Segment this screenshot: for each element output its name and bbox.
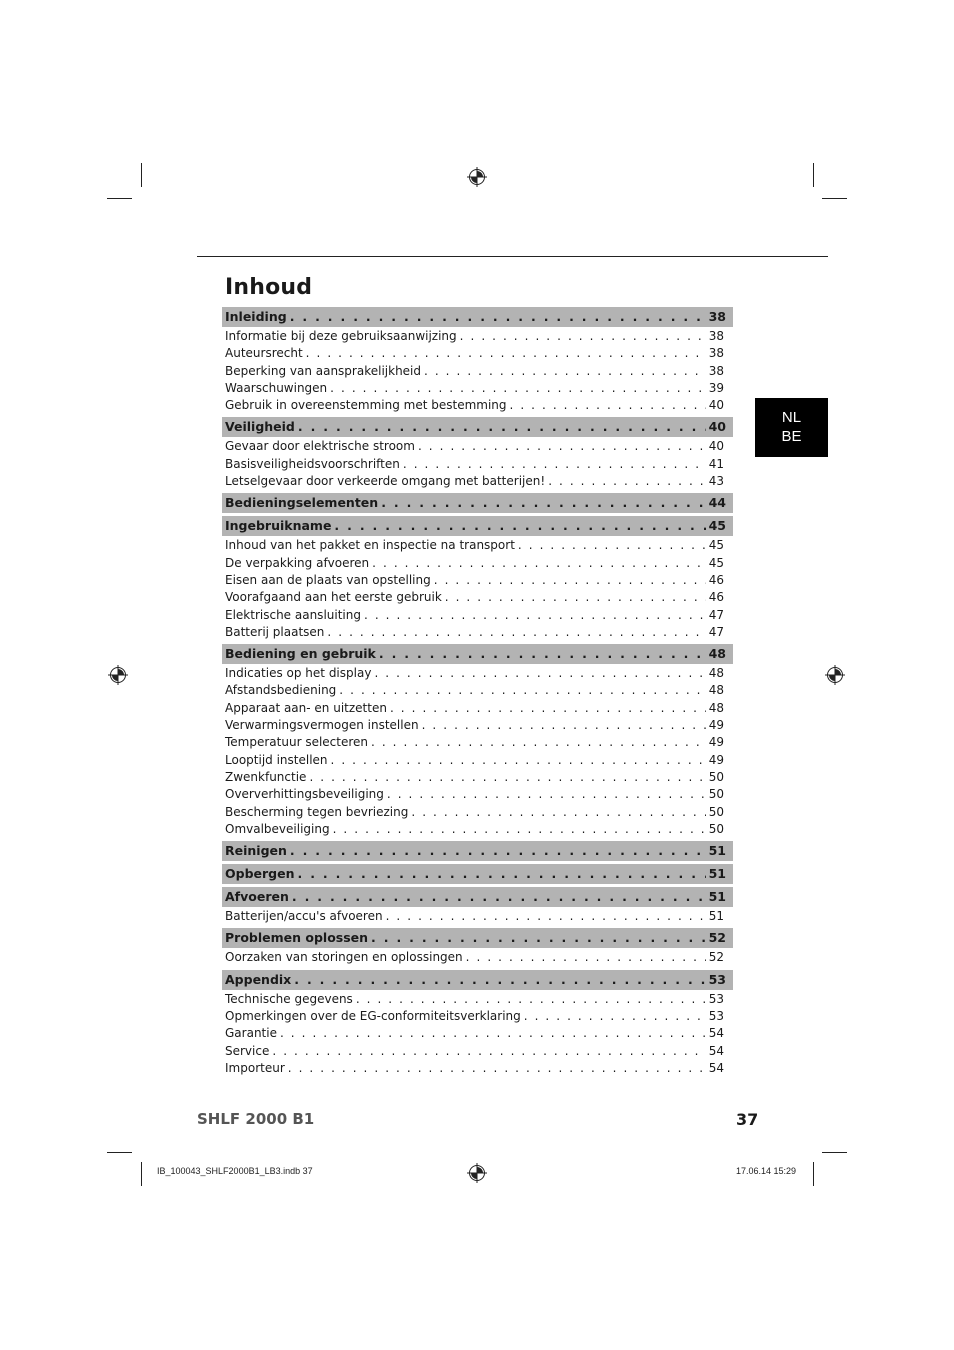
registration-mark-icon	[467, 167, 487, 187]
toc-leader	[333, 821, 706, 838]
toc-item[interactable]	[222, 1025, 733, 1042]
toc-leader	[466, 949, 706, 966]
toc-leader	[422, 717, 706, 734]
toc-item-label: Gevaar door elektrische stroom	[225, 439, 415, 454]
header-rule	[197, 256, 828, 257]
toc-item-page: 53	[708, 1009, 724, 1024]
toc-leader	[372, 555, 706, 572]
toc-leader	[364, 607, 706, 624]
toc-section[interactable]	[222, 928, 733, 948]
toc-leader	[298, 864, 706, 884]
toc-item[interactable]	[222, 786, 733, 803]
toc-item-label: Letselgevaar door verkeerde omgang met batterijen!	[225, 474, 546, 489]
page-number: 37	[736, 1110, 759, 1129]
toc-item-label: Batterijen/accu's afvoeren	[225, 909, 383, 924]
crop-mark	[813, 1162, 814, 1186]
toc-section[interactable]	[222, 864, 733, 884]
toc-section-title: Inleiding	[225, 309, 287, 324]
toc-section-title: Problemen oplossen	[225, 930, 369, 946]
toc-item-page: 50	[708, 804, 724, 819]
toc-leader	[298, 417, 706, 437]
toc-item-page: 40	[708, 439, 724, 454]
toc-item-label: Batterij plaatsen	[225, 624, 325, 639]
toc-item-list	[222, 536, 733, 641]
toc-leader	[403, 456, 706, 473]
toc-section-page: 44	[708, 495, 726, 511]
toc-item-list	[222, 327, 733, 414]
toc-item-label: Looptijd instellen	[225, 752, 328, 767]
toc-item-label: Zwenkfunctie	[225, 769, 307, 784]
toc-item-page: 48	[708, 683, 724, 698]
toc-leader	[334, 516, 705, 536]
toc-leader	[387, 786, 706, 803]
toc-leader	[330, 380, 706, 397]
toc-leader	[309, 769, 705, 786]
toc-item-page: 52	[708, 950, 724, 965]
crop-mark	[822, 1152, 847, 1153]
toc-leader	[381, 493, 705, 513]
toc-item[interactable]	[222, 537, 733, 554]
toc-item[interactable]	[222, 328, 733, 345]
toc-item-page: 54	[708, 1060, 724, 1075]
toc-item-list	[222, 990, 733, 1077]
toc-item-label: Opmerkingen over de EG-conformiteitsverklaring	[225, 1009, 521, 1024]
toc-item[interactable]	[222, 607, 733, 624]
toc-item-page: 38	[708, 329, 724, 343]
toc-leader	[371, 734, 706, 751]
toc-section-page: 45	[708, 518, 726, 534]
model-number: SHLF 2000 B1	[197, 1110, 315, 1128]
toc-item-label: Verwarmingsvermogen instellen	[225, 718, 419, 733]
toc-item-page: 40	[708, 398, 724, 413]
toc-item[interactable]	[222, 572, 733, 589]
toc-leader	[339, 682, 705, 699]
toc-section-page: 38	[708, 309, 726, 324]
print-slug-date: 17.06.14 15:29	[736, 1166, 797, 1176]
language-tab-be: BE	[781, 428, 802, 445]
toc-leader	[374, 665, 705, 682]
toc-item-label: Inhoud van het pakket en inspectie na transport	[225, 538, 515, 553]
toc-item[interactable]	[222, 949, 733, 966]
toc-item-label: Oorzaken van storingen en oplossingen	[225, 950, 463, 965]
toc-item[interactable]	[222, 821, 733, 838]
toc-item-page: 49	[708, 735, 724, 750]
toc-leader	[418, 438, 706, 455]
table-of-contents	[222, 307, 733, 1077]
toc-leader	[327, 624, 705, 641]
toc-section-title: Appendix	[225, 971, 292, 987]
toc-item-page: 49	[708, 718, 724, 733]
toc-item-label: Oververhittingsbeveiliging	[225, 787, 384, 802]
toc-item-page: 50	[708, 787, 724, 802]
page-title: Inhoud	[225, 275, 313, 300]
toc-item-page: 48	[708, 666, 724, 681]
toc-leader	[331, 752, 706, 769]
toc-item[interactable]	[222, 438, 733, 455]
toc-item-page: 46	[708, 590, 724, 605]
toc-item-page: 47	[708, 624, 724, 639]
toc-item[interactable]	[222, 589, 733, 606]
toc-item-page: 49	[708, 752, 724, 767]
language-tab-nl: NL	[781, 409, 802, 426]
language-tab	[755, 398, 828, 457]
toc-section[interactable]	[222, 970, 733, 990]
toc-leader	[292, 887, 706, 907]
toc-item-page: 43	[708, 474, 724, 489]
toc-leader	[524, 1008, 706, 1025]
toc-item-label: Eisen aan de plaats van opstelling	[225, 572, 431, 587]
toc-item-list	[222, 907, 733, 925]
toc-section-title: Veiligheid	[225, 419, 295, 435]
toc-item[interactable]	[222, 456, 733, 473]
toc-item[interactable]	[222, 624, 733, 641]
toc-section-title: Opbergen	[225, 866, 295, 882]
toc-section-page: 48	[708, 646, 726, 662]
toc-item[interactable]	[222, 473, 733, 490]
toc-leader	[371, 928, 706, 948]
toc-section-title: Bedieningselementen	[225, 495, 379, 511]
toc-item-page: 45	[708, 555, 724, 570]
toc-leader	[460, 328, 706, 345]
toc-leader	[424, 363, 706, 380]
toc-section[interactable]	[222, 307, 733, 327]
toc-item-label: Indicaties op het display	[225, 666, 372, 681]
toc-item-label: Temperatuur selecteren	[225, 735, 369, 750]
toc-section-page: 51	[708, 866, 726, 882]
toc-item-label: Garantie	[225, 1026, 277, 1041]
crop-mark	[813, 163, 814, 187]
toc-item-page: 50	[708, 821, 724, 836]
toc-section[interactable]	[222, 887, 733, 907]
toc-item-label: Gebruik in overeenstemming met bestemming	[225, 398, 507, 413]
toc-leader	[290, 307, 706, 327]
toc-item-label: Omvalbeveiliging	[225, 821, 330, 836]
toc-item[interactable]	[222, 1060, 733, 1077]
toc-item[interactable]	[222, 665, 733, 682]
toc-item-label: De verpakking afvoeren	[225, 555, 370, 570]
toc-item[interactable]	[222, 397, 733, 414]
toc-item-page: 46	[708, 572, 724, 587]
toc-section[interactable]	[222, 417, 733, 437]
toc-leader	[411, 804, 705, 821]
toc-item-label: Elektrische aansluiting	[225, 607, 361, 622]
registration-mark-icon	[825, 665, 845, 685]
toc-item[interactable]	[222, 1008, 733, 1025]
toc-leader	[306, 345, 706, 362]
toc-item-page: 54	[708, 1026, 724, 1041]
crop-mark	[822, 198, 847, 199]
toc-item-label: Apparaat aan- en uitzetten	[225, 700, 387, 715]
toc-leader	[272, 1043, 705, 1060]
toc-section-page: 52	[708, 930, 726, 946]
toc-section[interactable]	[222, 841, 733, 861]
toc-leader	[434, 572, 706, 589]
toc-item-page: 38	[708, 346, 724, 361]
toc-item-page: 38	[708, 363, 724, 378]
toc-item-page: 47	[708, 607, 724, 622]
toc-leader	[445, 589, 706, 606]
toc-section-page: 40	[708, 419, 726, 435]
registration-mark-icon	[467, 1163, 487, 1183]
toc-leader	[379, 644, 706, 664]
toc-item[interactable]	[222, 380, 733, 397]
toc-item-label: Afstandsbediening	[225, 683, 337, 698]
toc-leader	[510, 397, 706, 414]
toc-item[interactable]	[222, 345, 733, 362]
toc-item-label: Service	[225, 1043, 270, 1058]
toc-item-label: Basisveiligheidsvoorschriften	[225, 456, 400, 471]
toc-item[interactable]	[222, 769, 733, 786]
crop-mark	[141, 163, 142, 187]
toc-section-title: Ingebruikname	[225, 518, 332, 534]
toc-leader	[280, 1025, 706, 1042]
toc-item-label: Beperking van aansprakelijkheid	[225, 363, 422, 378]
toc-item-page: 53	[708, 991, 724, 1006]
toc-item-page: 45	[708, 538, 724, 553]
toc-section-title: Bediening en gebruik	[225, 646, 376, 662]
toc-item-label: Bescherming tegen bevriezing	[225, 804, 409, 819]
toc-item[interactable]	[222, 555, 733, 572]
toc-item-page: 48	[708, 700, 724, 715]
toc-item-list	[222, 948, 733, 966]
toc-leader	[288, 1060, 706, 1077]
toc-item[interactable]	[222, 682, 733, 699]
toc-section-page: 51	[708, 889, 726, 905]
toc-item[interactable]	[222, 734, 733, 751]
crop-mark	[141, 1162, 142, 1186]
toc-item[interactable]	[222, 700, 733, 717]
toc-item-page: 50	[708, 769, 724, 784]
toc-leader	[518, 537, 706, 554]
toc-section[interactable]	[222, 644, 733, 664]
toc-section-title: Reinigen	[225, 843, 287, 859]
toc-item-page: 51	[708, 909, 724, 924]
toc-item[interactable]	[222, 804, 733, 821]
toc-item-label: Importeur	[225, 1060, 285, 1075]
toc-section[interactable]	[222, 493, 733, 513]
toc-item[interactable]	[222, 752, 733, 769]
toc-item-page: 41	[708, 456, 724, 471]
print-slug-file: IB_100043_SHLF2000B1_LB3.indb 37	[157, 1166, 313, 1176]
toc-leader	[356, 991, 706, 1008]
toc-item[interactable]	[222, 991, 733, 1008]
toc-leader	[290, 841, 706, 861]
toc-leader	[390, 700, 706, 717]
crop-mark	[107, 1152, 132, 1153]
registration-mark-icon	[108, 665, 128, 685]
toc-item[interactable]	[222, 908, 733, 925]
toc-item-label: Technische gegevens	[225, 991, 353, 1006]
crop-mark	[107, 198, 132, 199]
toc-item-label: Auteursrecht	[225, 346, 303, 361]
toc-item[interactable]	[222, 717, 733, 734]
toc-section-page: 51	[708, 843, 726, 859]
toc-section-title: Afvoeren	[225, 889, 289, 905]
toc-item-page: 54	[708, 1043, 724, 1058]
toc-leader	[294, 970, 705, 990]
toc-item-label: Voorafgaand aan het eerste gebruik	[225, 590, 442, 605]
toc-section-page: 53	[708, 971, 726, 987]
toc-item-page: 39	[708, 380, 724, 395]
toc-section[interactable]	[222, 516, 733, 536]
toc-item-list	[222, 664, 733, 838]
toc-item-list	[222, 437, 733, 490]
toc-item-label: Informatie bij deze gebruiksaanwijzing	[225, 329, 457, 343]
toc-leader	[386, 908, 706, 925]
toc-leader	[548, 473, 706, 490]
toc-item[interactable]	[222, 1043, 733, 1060]
toc-item-label: Waarschuwingen	[225, 380, 328, 395]
toc-item[interactable]	[222, 363, 733, 380]
